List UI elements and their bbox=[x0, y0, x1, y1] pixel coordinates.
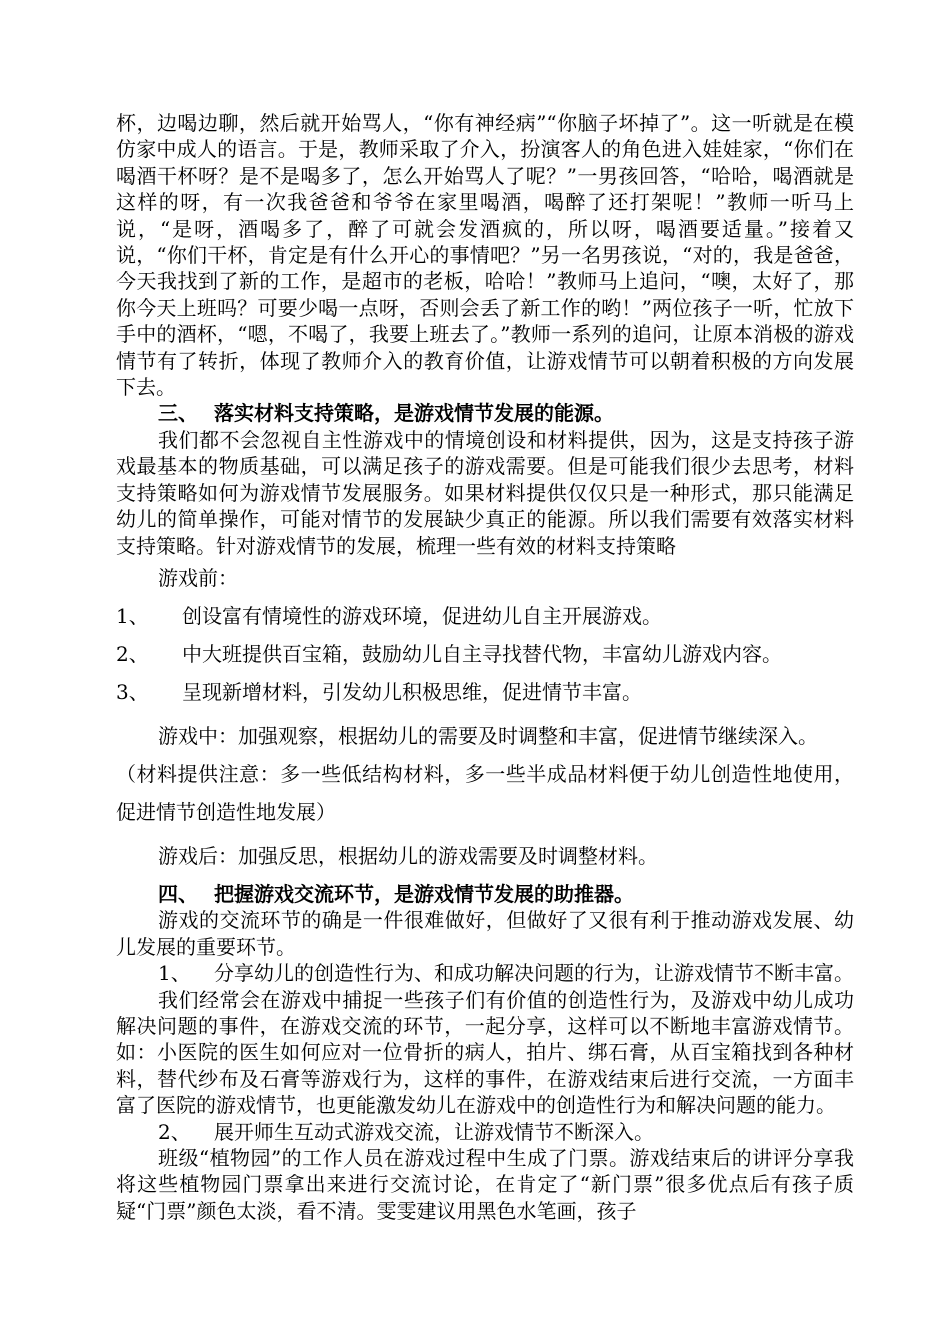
paragraph-materials: 我们都不会忽视自主性游戏中的情境创设和材料提供，因为，这是支持孩子游戏最基本的物质基础，可以满足孩子的游戏需要。但是可能我们很少去思考，材料支持策略如何为游戏情节发展服务。如果材料提供仅仅只是一种形式，那只能满足幼儿的简单操作，可能对情节的发展缺少真正的能源。所以我们需要有效落实材料支持策略。针对游戏情节的发展，梳理一些有效的材料支持策略 bbox=[116, 427, 854, 558]
list-number: 2、 bbox=[116, 641, 149, 666]
section-heading-3 bbox=[116, 400, 854, 426]
paragraph-exchange: 游戏的交流环节的确是一件很难做好，但做好了又很有利于推动游戏发展、幼儿发展的重要环节。 bbox=[116, 908, 854, 959]
list-item bbox=[116, 673, 854, 711]
section-title: 把握游戏交流环节，是游戏情节发展的助推器。 bbox=[214, 881, 634, 906]
list-item bbox=[116, 597, 854, 635]
paragraph-material-note: （材料提供注意：多一些低结构材料，多一些半成品材料便于幼儿创造性地使用，促进情节创造性地发展） bbox=[116, 761, 854, 824]
subsection-heading-1 bbox=[116, 960, 854, 986]
paragraph-during-game: 游戏中：加强观察，根据幼儿的需要及时调整和丰富，促进情节继续深入。 bbox=[158, 723, 818, 748]
list-text: 呈现新增材料，引发幼儿积极思维，促进情节丰富。 bbox=[182, 679, 642, 704]
label-before-game: 游戏前： bbox=[158, 565, 238, 590]
paragraph-tickets: 班级“植物园”的工作人员在游戏过程中生成了门票。游戏结束后的讲评分享我将这些植物园门票拿出来进行交流讨论，在肯定了“新门票”很多优点后有孩子质疑“门票”颜色太淡，看不清。雯雯建议用黑色水笔画，孩子 bbox=[116, 1145, 854, 1223]
paragraph-sharing: 我们经常会在游戏中捕捉一些孩子们有价值的创造性行为，及游戏中幼儿成功解决问题的事件，在游戏交流的环节，一起分享，这样可以不断地丰富游戏情节。如：小医院的医生如何应对一位骨折的病人，拍片、绑石膏，从百宝箱找到各种材料，替代纱布及石膏等游戏行为，这样的事件，在游戏结束后进行交流，一方面丰富了医院的游戏情节，也更能激发幼儿在游戏中的创造性行为和解决问题的能力。 bbox=[116, 987, 854, 1118]
section-number: 四、 bbox=[158, 881, 198, 906]
list-text: 创设富有情境性的游戏环境，促进幼儿自主开展游戏。 bbox=[182, 603, 662, 628]
subsection-number: 1、 bbox=[158, 961, 191, 986]
section-title: 落实材料支持策略，是游戏情节发展的能源。 bbox=[214, 401, 614, 426]
list-text: 中大班提供百宝箱，鼓励幼儿自主寻找替代物，丰富幼儿游戏内容。 bbox=[182, 641, 782, 666]
subsection-heading-2 bbox=[116, 1119, 854, 1145]
subsection-number: 2、 bbox=[158, 1119, 191, 1144]
section-heading-4 bbox=[116, 881, 854, 907]
document-page bbox=[116, 110, 854, 1224]
list-item bbox=[116, 635, 854, 673]
section-number: 三、 bbox=[158, 401, 198, 426]
subsection-title: 分享幼儿的创造性行为、和成功解决问题的行为，让游戏情节不断丰富。 bbox=[214, 961, 854, 986]
list-number: 1、 bbox=[116, 603, 149, 628]
subsection-title: 展开师生互动式游戏交流，让游戏情节不断深入。 bbox=[214, 1119, 654, 1144]
paragraph-after-game: 游戏后：加强反思，根据幼儿的游戏需要及时调整材料。 bbox=[158, 843, 658, 868]
paragraph-teacher-intervention: 杯，边喝边聊，然后就开始骂人，“你有神经病”“你脑子坏掉了”。这一听就是在模仿家中成人的语言。于是，教师采取了介入，扮演客人的角色进入娃娃家，“你们在喝酒干杯呀？是不是喝多了，怎么开始骂人了呢？”一男孩回答，“哈哈，喝酒就是这样的呀，有一次我爸爸和爷爷在家里喝酒，喝醉了还打架呢！”教师一听马上说，“是呀，酒喝多了，醉了可就会发酒疯的，所以呀，喝酒要适量。”接着又说，“你们干杯，肯定是有什么开心的事情吧？”另一名男孩说，“对的，我是爸爸，今天我找到了新的工作，是超市的老板，哈哈！”教师马上追问，“噢，太好了，那你今天上班吗？可要少喝一点呀，否则会丢了新工作的哟！”两位孩子一听，忙放下手中的酒杯，“嗯，不喝了，我要上班去了。”教师一系列的追问，让原本消极的游戏情节有了转折，体现了教师介入的教育价值，让游戏情节可以朝着积极的方向发展下去。 bbox=[116, 111, 854, 400]
list-number: 3、 bbox=[116, 679, 149, 704]
